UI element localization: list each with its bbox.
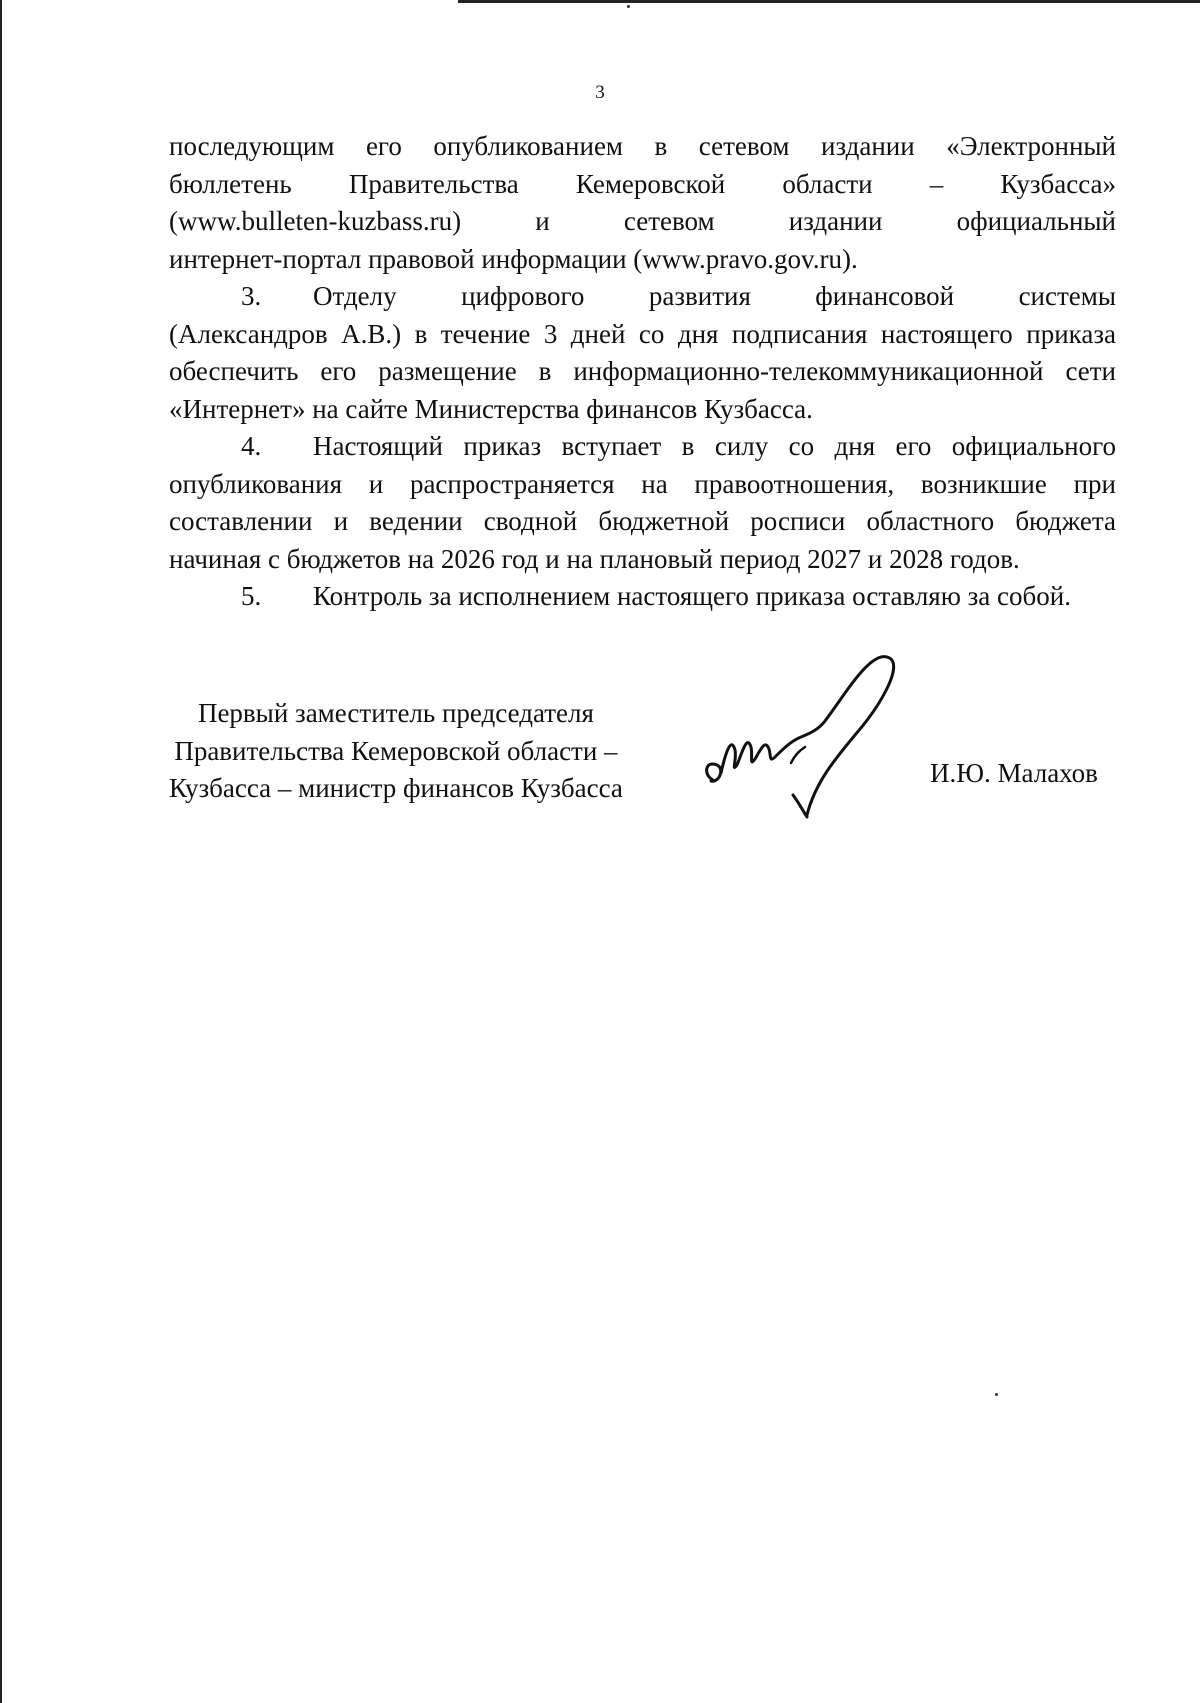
page-number: 3	[595, 82, 605, 103]
scan-edge-left	[0, 0, 2, 1703]
document-body	[169, 128, 1116, 616]
scan-speck	[995, 1393, 998, 1396]
signatory-title	[169, 695, 623, 808]
text-line: опубликования и распространяется на правоотношения, возникшие при	[169, 468, 1116, 499]
signatory-title-line: Правительства Кемеровской области –	[174, 735, 618, 766]
paragraph-continuation	[169, 128, 1116, 278]
item-4	[169, 428, 1116, 578]
item-3	[169, 278, 1116, 428]
item-number: 3.	[241, 281, 262, 311]
text-line: обеспечить его размещение в информационно-телекоммуникационной сети	[169, 356, 1116, 386]
text-line: последующим его опубликованием в сетевом издании «Электронный	[169, 131, 1116, 161]
text-line	[169, 578, 1116, 616]
item-number: 5.	[241, 581, 262, 611]
item-first-line: Отделу цифрового развития финансовой системы	[313, 281, 1116, 311]
text-line: составлении и ведении сводной бюджетной росписи областного бюджета	[169, 506, 1116, 536]
signatory-title-line: Кузбасса – министр финансов Кузбасса	[169, 773, 623, 803]
text-line: начиная с бюджетов на 2026 год и на плановый период 2027 и 2028 годов.	[169, 543, 1020, 574]
text-line: (Александров А.В.) в течение 3 дней со дня подписания настоящего приказа	[169, 318, 1116, 349]
text-line: (www.bulleten-kuzbass.ru) и сетевом издании официальный	[169, 206, 1116, 236]
item-number: 4.	[241, 431, 262, 461]
item-first-line: Настоящий приказ вступает в силу со дня его официального	[313, 431, 1116, 461]
text-line	[169, 278, 1116, 316]
text-line: интернет-портал правовой информации (www.pravo.gov.ru).	[169, 243, 858, 274]
handwritten-signature-icon	[695, 655, 905, 830]
text-line	[169, 428, 1116, 466]
scan-edge-top	[458, 0, 1200, 3]
signatory-title-line: Первый заместитель председателя	[197, 698, 594, 728]
signatory-name: И.Ю. Малахов	[930, 758, 1098, 788]
item-first-line: Контроль за исполнением настоящего приказа оставляю за собой.	[313, 581, 1071, 611]
text-line: бюллетень Правительства Кемеровской области – Кузбасса»	[169, 168, 1116, 199]
item-5	[169, 578, 1116, 616]
text-line: «Интернет» на сайте Министерства финансов Кузбасса.	[169, 393, 813, 424]
scan-speck	[627, 5, 630, 8]
